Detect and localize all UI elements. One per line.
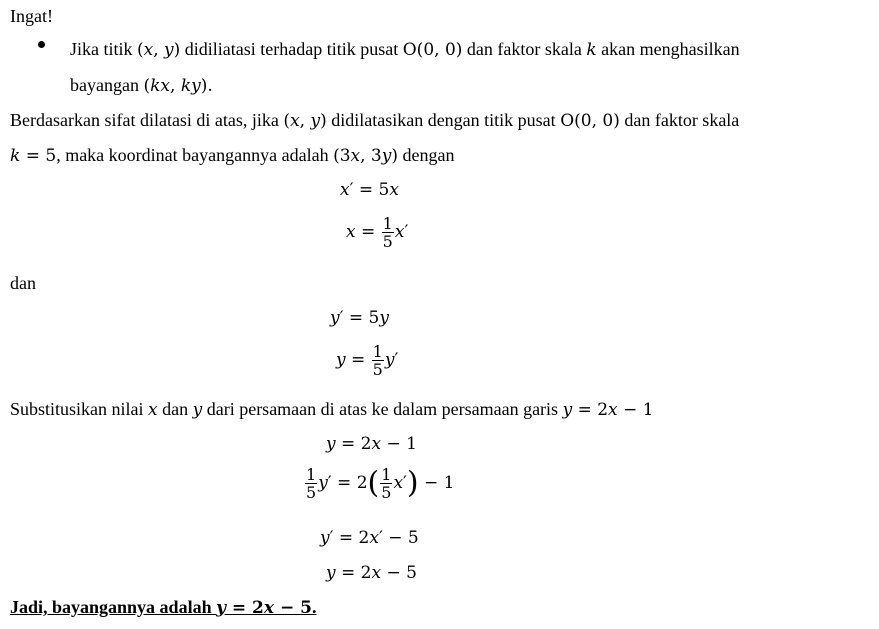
bullet-dot-icon bbox=[38, 41, 45, 48]
paragraph-line-2: k = 5, maka koordinat bayangannya adalah (3x, 3y) dengan bbox=[10, 145, 455, 166]
equation-x: x = $\frac{1}{5}$ x′ bbox=[346, 214, 409, 251]
equation-y-prime: y′ = 5y bbox=[330, 308, 389, 328]
equation-x-prime: x′ = 5x bbox=[340, 180, 399, 200]
equation-y: y = $\frac{1}{5}$ y′ bbox=[336, 342, 399, 379]
heading-ingat: Ingat! bbox=[10, 6, 53, 26]
bullet-line-1: Jika titik (x, y) didiliatasi terhadap titik pusat O(0, 0) dan faktor skala k akan menghasilkan bbox=[70, 39, 740, 60]
substitution-sentence: Substitusikan nilai x dan y dari persamaan di atas ke dalam persamaan garis y = 2x − 1 bbox=[10, 399, 654, 420]
bullet-line-2: bayangan (kx, ky). bbox=[70, 75, 213, 96]
step-simplified: y′ = 2x′ − 5 bbox=[320, 528, 419, 548]
paragraph-line-1: Berdasarkan sifat dilatasi di atas, jika (x, y) didilatasikan dengan titik pusat O(0, 0) dan faktor skala bbox=[10, 110, 740, 131]
conclusion: Jadi, bayangannya adalah y = 2x − 5. bbox=[10, 597, 317, 618]
text-dan: dan bbox=[10, 273, 36, 293]
step-substituted: $\frac{1}{5}$ y′ = 2( $\frac{1}{5}$ x′) − 1 bbox=[306, 465, 455, 502]
step-result: y = 2x − 5 bbox=[326, 563, 417, 583]
step-line-equation: y = 2x − 1 bbox=[326, 434, 417, 454]
